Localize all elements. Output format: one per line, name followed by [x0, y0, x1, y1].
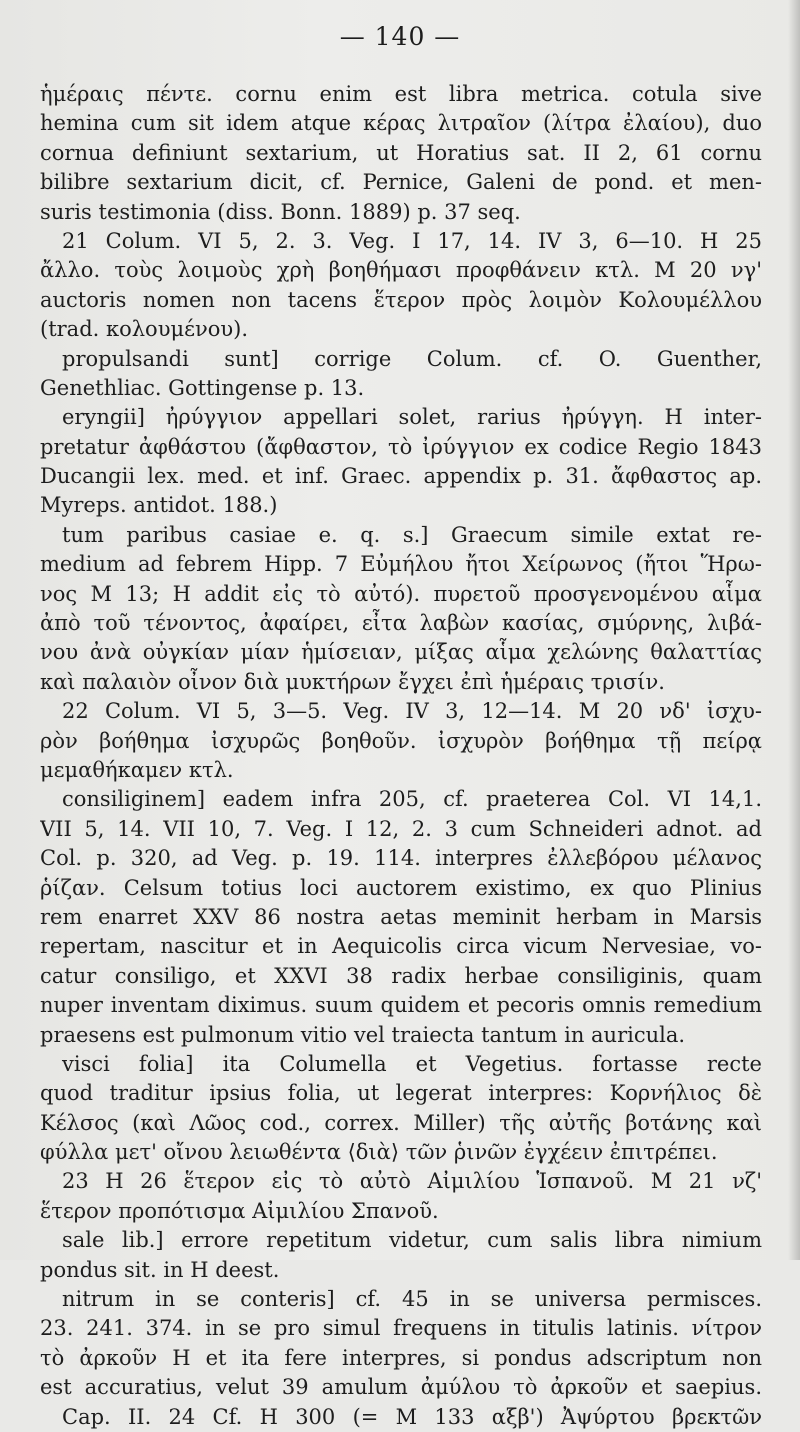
text-line: ἕτερον προπότισμα Αἰμιλίου Σπανοῦ. — [40, 1198, 439, 1223]
text-line: praesens est pulmonum vitio vel traiecta tantum in auricula. — [40, 1022, 686, 1047]
text-line: καὶ παλαιὸν οἶνον διὰ μυκτήρων ἔγχει ἐπὶ ἡμέραις τρισίν. — [40, 669, 665, 694]
text-line: pretatur ἀφθάστου (ἄφθαστον, τὸ ἰρύγγιον ex codice Regio 1843 — [40, 434, 762, 459]
page-number: — 140 — — [339, 22, 461, 51]
text-line: Κέλσος (καὶ Λῶος cod., correx. Miller) τῆς αὐτῆς βοτάνης καὶ — [40, 1110, 762, 1135]
text-line: nuper inventam diximus. suum quidem et pecoris omnis remedium — [40, 993, 762, 1018]
text-line: 22 Colum. VI 5, 3—5. Veg. IV 3, 12—14. M 20 νδ' ἰσχυ- — [62, 699, 762, 724]
text-line: cornua definiunt sextarium, ut Horatius sat. II 2, 61 cornu — [40, 140, 762, 165]
text-line: Myreps. antidot. 188.) — [40, 493, 278, 518]
text-line: ῥίζαν. Celsum totius loci auctorem existimo, ex quo Plinius — [40, 875, 762, 900]
text-line: 23 H 26 ἕτερον εἰς τὸ αὐτὸ Αἰμιλίου Ἱσπανοῦ. M 21 νζ' — [62, 1169, 762, 1194]
text-line: sale lib.] errore repetitum videtur, cum salis libra nimium — [62, 1228, 762, 1253]
text-line: pondus sit. in H deest. — [40, 1257, 280, 1282]
text-line: quod traditur ipsius folia, ut legerat interpres: Κορνήλιος δὲ — [40, 1081, 762, 1106]
text-line: tum paribus casiae e. q. s.] Graecum simile extat re- — [62, 522, 762, 547]
text-line: propulsandi sunt] corrige Colum. cf. O. Guenther, — [62, 346, 762, 371]
text-line: Cap. II. 24 Cf. H 300 (= M 133 αξβ') Ἀψύρτου βρεκτῶν — [62, 1404, 762, 1429]
text-line: nitrum in se conteris] cf. 45 in se universa permisces. — [62, 1287, 762, 1312]
text-line: catur consiligo, et XXVI 38 radix herbae consiliginis, quam — [40, 963, 762, 988]
text-line: Ducangii lex. med. et inf. Graec. appendix p. 31. ἄφθαστος ap. — [40, 464, 762, 489]
text-line: VII 5, 14. VII 10, 7. Veg. I 12, 2. 3 cum Schneideri adnot. ad — [40, 816, 762, 841]
text-line: ρὸν βοήθημα ἰσχυρῶς βοηθοῦν. ἰσχυρὸν βοήθημα τῇ πείρᾳ — [40, 728, 762, 753]
page-edge-shadow — [788, 0, 800, 1260]
text-line: Genethliac. Gottingense p. 13. — [40, 375, 365, 400]
text-line: eryngii] ἠρύγγιον appellari solet, rarius ἠρύγγη. H inter- — [62, 405, 762, 430]
text-line: φύλλα μετ' οἴνου λειωθέντα ⟨διὰ⟩ τῶν ῥινῶν ἐγχέειν ἐπιτρέπει. — [40, 1140, 718, 1165]
text-line: rem enarret XXV 86 nostra aetas meminit herbam in Marsis — [40, 904, 762, 929]
text-line: consiliginem] eadem infra 205, cf. praeterea Col. VI 14,1. — [62, 787, 762, 812]
text-line: Col. p. 320, ad Veg. p. 19. 114. interpres ἐλλεβόρου μέλανος — [40, 846, 762, 871]
text-line: 21 Colum. VI 5, 2. 3. Veg. I 17, 14. IV 3, 6—10. H 25 — [62, 228, 762, 253]
text-line: (trad. κολουμένου). — [40, 317, 249, 342]
text-line: bilibre sextarium dicit, cf. Pernice, Galeni de pond. et men- — [40, 170, 762, 195]
text-line: hemina cum sit idem atque κέρας λιτραῖον (λίτρα ἐλαίου), duo — [40, 111, 762, 136]
text-line: visci folia] ita Columella et Vegetius. fortasse recte — [62, 1051, 762, 1076]
text-line: repertam, nascitur et in Aequicolis circa vicum Nervesiae, vo- — [40, 934, 762, 959]
text-line: νος M 13; H addit εἰς τὸ αὐτό). πυρετοῦ προσγενομένου αἷμα — [40, 581, 762, 606]
text-line: medium ad febrem Hipp. 7 Εὐμήλου ἤτοι Χείρωνος (ἤτοι Ἥρω- — [40, 552, 762, 577]
text-line: 23. 241. 374. in se pro simul frequens in titulis latinis. νίτρον — [40, 1316, 762, 1341]
text-line: ἀπὸ τοῦ τένοντος, ἀφαίρει, εἶτα λαβὼν κασίας, σμύρνης, λιβά- — [40, 611, 762, 636]
text-line: auctoris nomen non tacens ἕτερον πρὸς λοιμὸν Κολουμέλλου — [40, 287, 762, 312]
text-line: μεμαθήκαμεν κτλ. — [40, 757, 234, 782]
text-body — [40, 80, 762, 1432]
text-line: ἄλλο. τοὺς λοιμοὺς χρὴ βοηθήμασι προφθάνειν κτλ. M 20 νγ' — [40, 258, 762, 283]
text-line: τὸ ἀρκοῦν H et ita fere interpres, si pondus adscriptum non — [40, 1345, 762, 1370]
text-line: est accuratius, velut 39 amulum ἀμύλου τὸ ἀρκοῦν et saepius. — [40, 1375, 762, 1400]
text-line: suris testimonia (diss. Bonn. 1889) p. 37 seq. — [40, 199, 521, 224]
text-line: ἡμέραις πέντε. cornu enim est libra metrica. cotula sive — [40, 82, 762, 106]
text-line: νου ἀνὰ οὐγκίαν μίαν ἡμίσειαν, μίξας αἷμα χελώνης θαλαττίας — [40, 640, 762, 665]
